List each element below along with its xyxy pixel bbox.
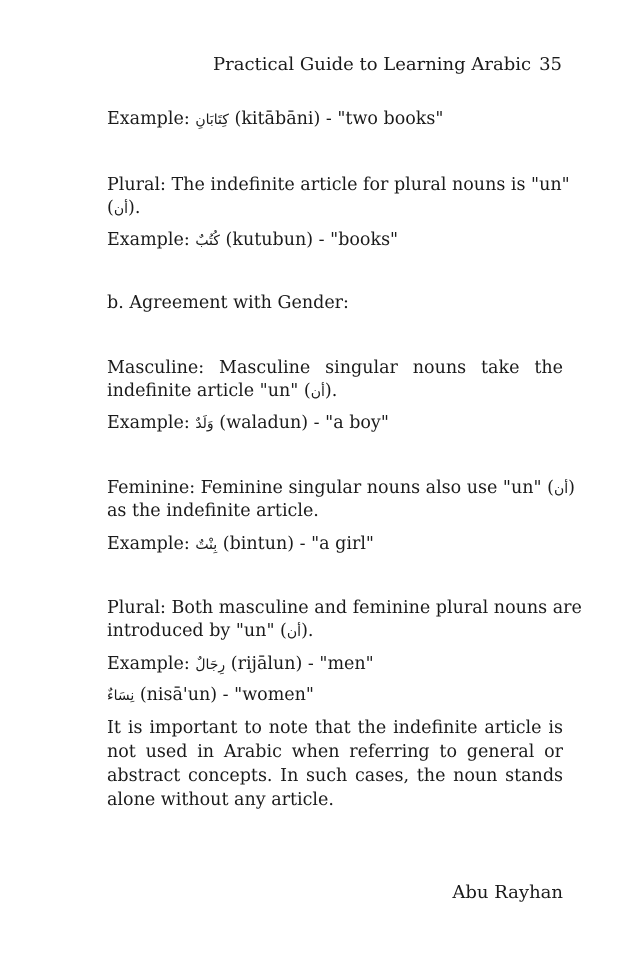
example-masculine xyxy=(107,412,563,436)
arabic-word: أن xyxy=(113,201,128,217)
arabic-word: أن xyxy=(310,384,325,400)
example-gloss: (waladun) - "a boy" xyxy=(219,413,389,433)
example-label: Example: xyxy=(107,413,190,433)
arabic-word: نِسَاءٌ xyxy=(107,688,135,704)
example-men xyxy=(107,653,563,677)
open-paren: ( xyxy=(107,198,114,218)
page-number: 35 xyxy=(539,54,562,75)
arabic-word: كِتَابَانِ xyxy=(195,112,229,128)
example-label: Example: xyxy=(107,109,190,129)
arabic-word: وَلَدٌ xyxy=(195,416,214,432)
masculine-text: indefinite article "un" ( xyxy=(107,381,311,401)
close-paren: ). xyxy=(324,381,338,401)
example-label: Example: xyxy=(107,230,190,250)
example-dual xyxy=(107,108,563,132)
arabic-word: كُتُبٌ xyxy=(195,233,220,249)
example-gloss: (bintun) - "a girl" xyxy=(222,534,374,554)
author-footer: Abu Rayhan xyxy=(452,882,563,903)
running-header xyxy=(213,54,562,75)
example-women xyxy=(107,684,563,708)
masculine-rule-line2 xyxy=(107,380,563,404)
example-gloss: (kitābāni) - "two books" xyxy=(234,109,444,129)
section-heading: b. Agreement with Gender: xyxy=(107,293,349,313)
close-paren: ) xyxy=(568,478,575,498)
plural-both-line1: Plural: Both masculine and feminine plural nouns are xyxy=(107,598,582,618)
example-label: Example: xyxy=(107,534,190,554)
plural-rule-line1: Plural: The indefinite article for plural nouns is "un" xyxy=(107,175,570,195)
close-paren: ). xyxy=(128,198,141,218)
close-paren: ). xyxy=(301,621,314,641)
book-title: Practical Guide to Learning Arabic xyxy=(213,54,532,75)
example-plural xyxy=(107,229,563,253)
feminine-rule-line1 xyxy=(107,477,575,501)
masculine-rule-line1: Masculine: Masculine singular nouns take the xyxy=(107,358,563,378)
plural-both-text: introduced by "un" ( xyxy=(107,621,287,641)
closing-paragraph: It is important to note that the indefinite article is not used in Arabic when referring to general or abstract concepts. In such cases, the noun stands alone without any article. xyxy=(107,718,563,810)
plural-rule-line2 xyxy=(107,197,563,221)
feminine-text: Feminine: Feminine singular nouns also use "un" ( xyxy=(107,478,554,498)
example-label: Example: xyxy=(107,654,190,674)
arabic-word: أن xyxy=(553,481,569,497)
example-gloss: (rijālun) - "men" xyxy=(230,654,374,674)
example-gloss: (kutubun) - "books" xyxy=(225,230,399,250)
example-feminine xyxy=(107,533,563,557)
arabic-word: بِنْتٌ xyxy=(195,537,218,553)
arabic-word: رِجَالٌ xyxy=(195,657,226,673)
arabic-word: أن xyxy=(286,624,302,640)
feminine-rule-line2: as the indefinite article. xyxy=(107,501,319,521)
plural-both-line2 xyxy=(107,620,563,644)
example-gloss: (nisā'un) - "women" xyxy=(139,685,314,705)
